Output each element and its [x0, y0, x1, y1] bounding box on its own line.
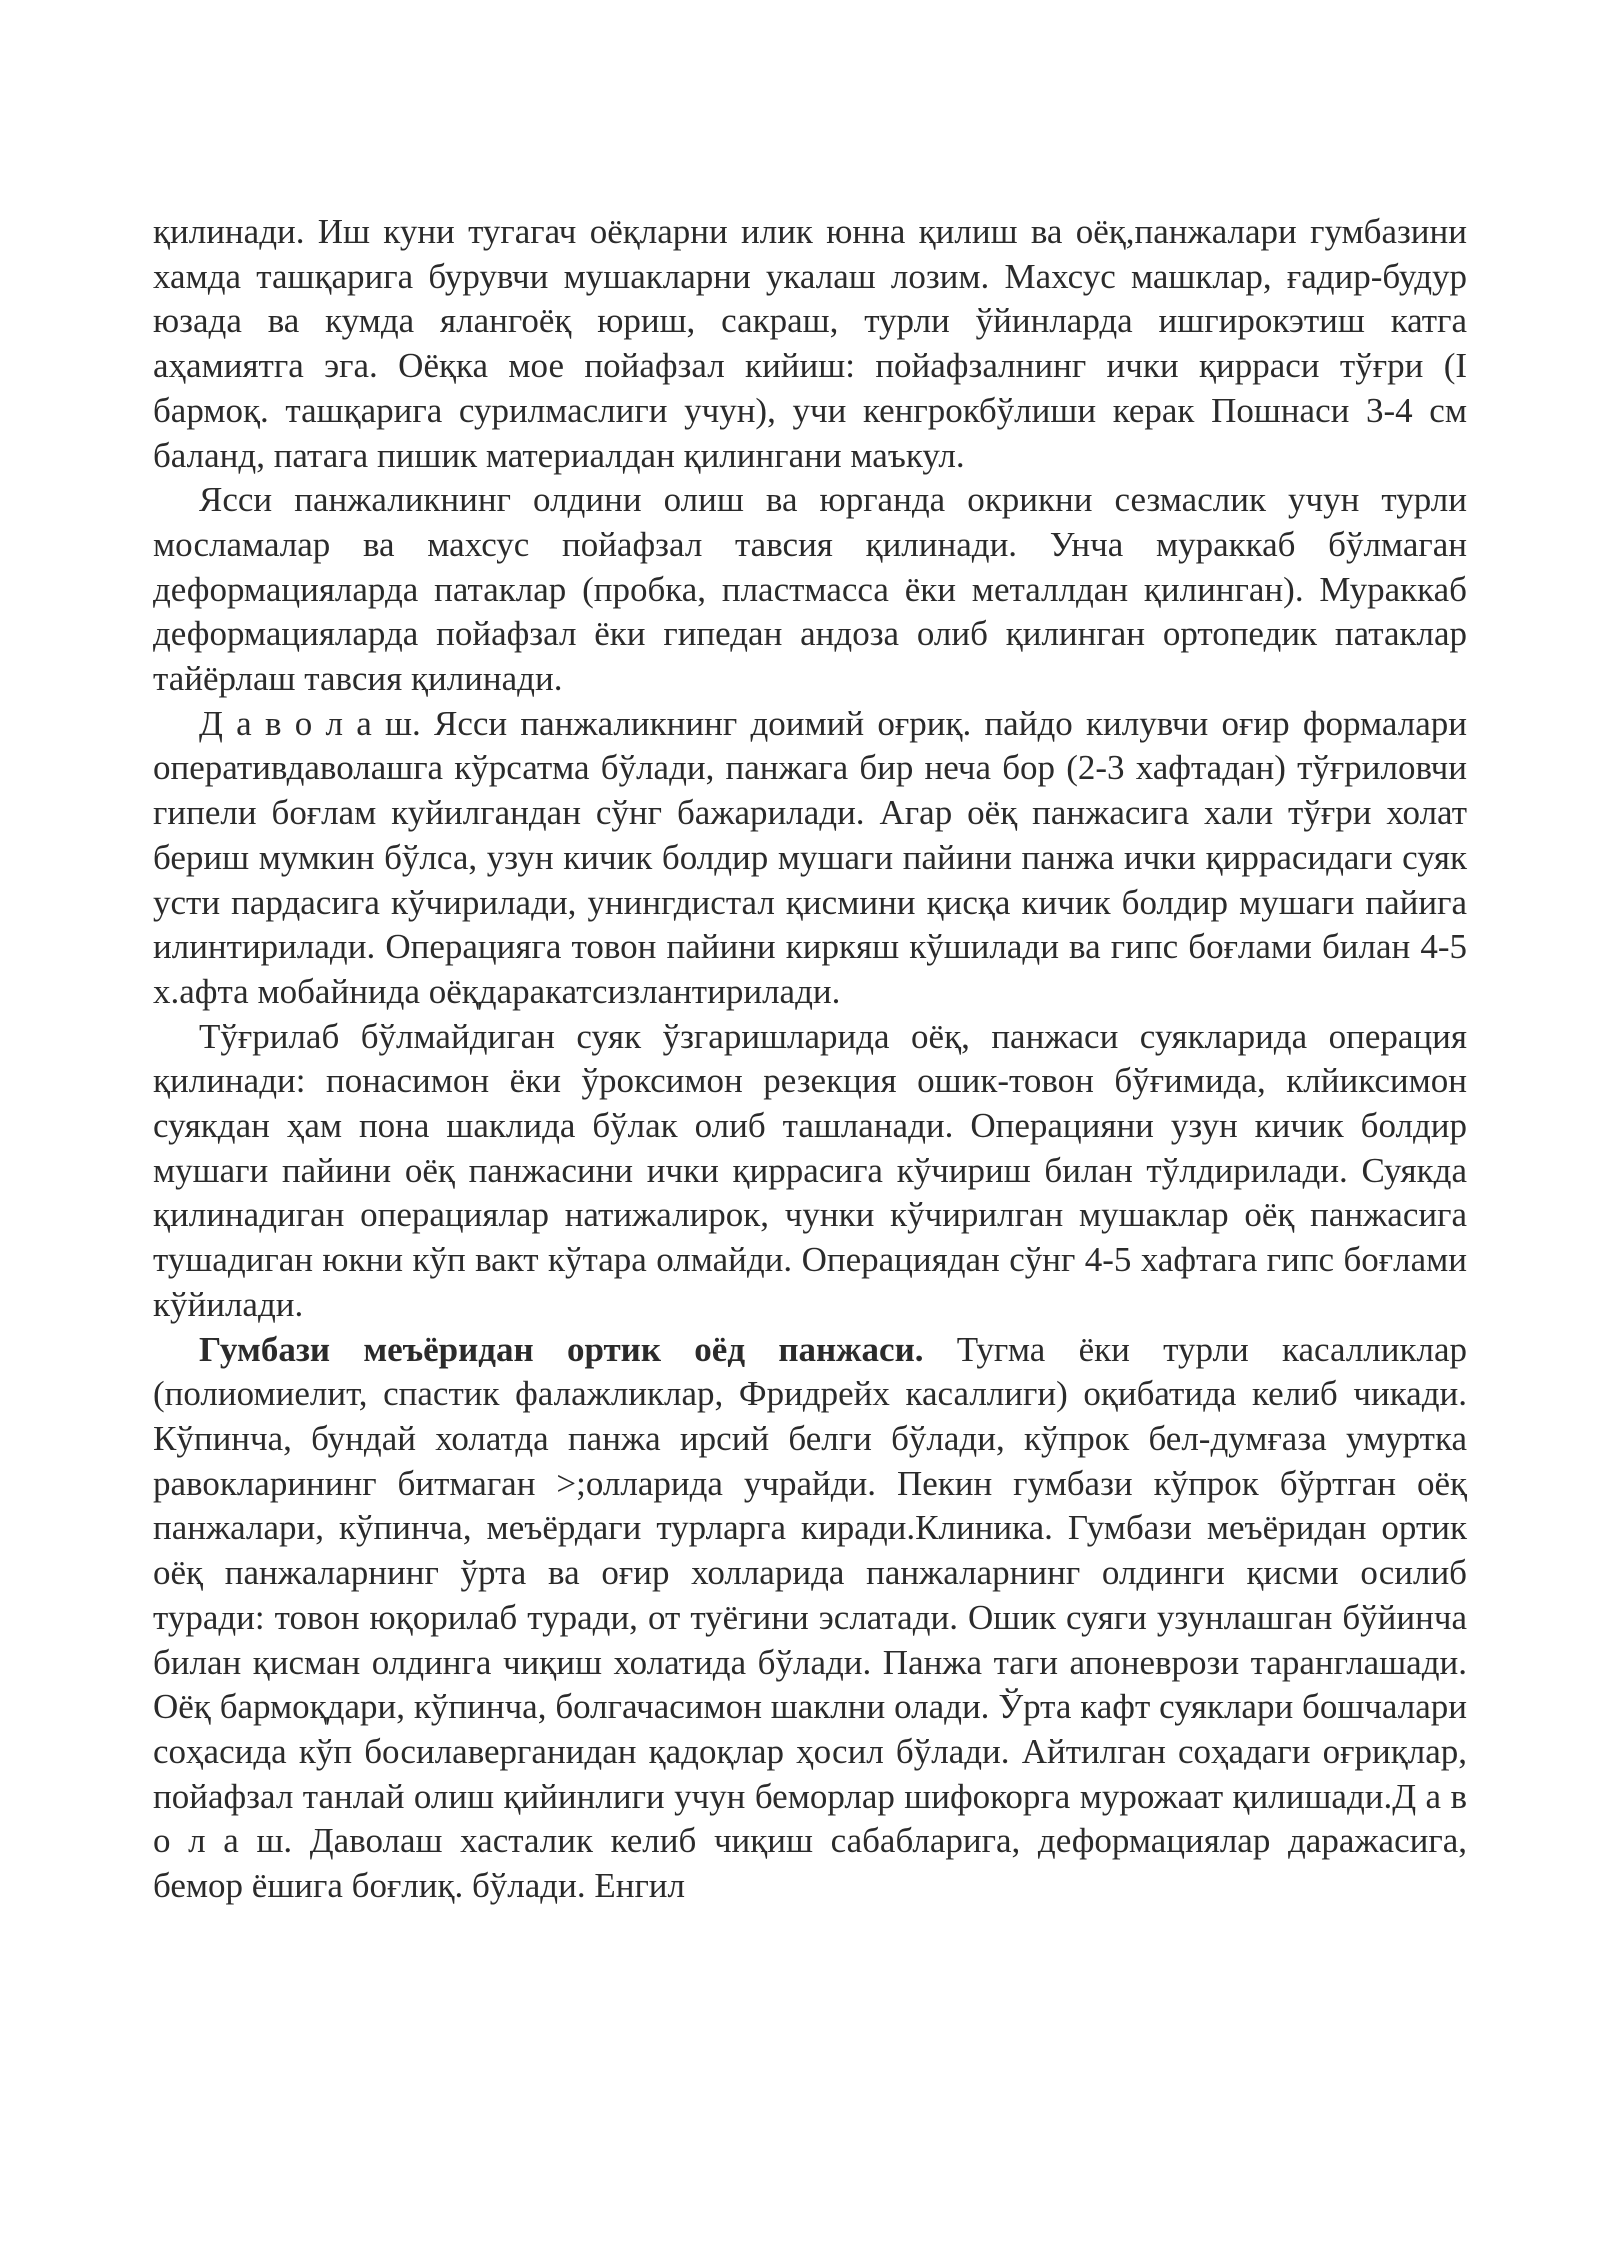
paragraph-4-text: Тўғрилаб бўлмайдиган суяк ўзгаришларида оёқ, панжаси суякларида операция қилинади: понасимон ёки ўроксимон резекция ошик-товон бўғимида, клйиксимон суякдан ҳам пона шаклида бўлак олиб ташланади. Операцияни узун кичик болдир мушаги пайини оёқ панжасини ички қиррасига кўчириш билан тўлдирилади. Суякда қилинадиган операциялар натижалирок, чунки кўчирилган мушаклар оёқ панжасига тушадиган юкни кўп вакт кўтара олмайди. Операциядан сўнг 4-5 хафтага гипс боғлами кўйилади. [153, 1016, 1467, 1324]
paragraph-3-text: Ясси панжаликнинг доимий оғриқ. пайдо килувчи оғир формалари оперативдаволашга кўрсатма бўлади, панжага бир неча бор (2-3 хафтадан) тўғриловчи гипели боғлам куйилгандан сўнг бажарилади. Агар оёқ панжасига хали тўғри холат бериш мумкин бўлса, узун кичик болдир мушаги пайини панжа ички қиррасидаги суяк усти пардасига кўчирилади, унингдистал қисмини қисқа кичик болдир мушаги пайига илинтирилади. Операцияга товон пайини киркяш кўшилади ва гипс боғлами билан 4-5 х.афта мобайнида оёқдаракатсизлантирилади. [153, 703, 1467, 1011]
treatment-heading: Д а в о л а ш. [199, 703, 421, 743]
paragraph-2-text: Ясси панжаликнинг олдини олиш ва юрганда окрикни сезмаслик учун турли мосламалар ва махсус пойафзал тавсия қилинади. Унча мураккаб бўлмаган деформацияларда патаклар (пробка, пластмасса ёки металлдан қилинган). Мураккаб деформацияларда пойафзал ёки гипедан андоза олиб қилинган ортопедик патаклар тайёрлаш тавсия қилинади. [153, 480, 1467, 699]
paragraph-5-text: Тугма ёки турли касалликлар (полиомиелит, спастик фалажликлар, Фридрейх касаллиги) оқибатида келиб чикади. Кўпинча, бундай холатда панжа ирсий белги бўлади, кўпрок бел-думғаза умуртка равокларининг битмаган >;олларида учрайди. Пекин гумбази кўпрок бўртган оёқ панжалари, кўпинча, меъёрдаги турларга киради.Клиника. Гумбази меъёридан ортик оёқ панжаларнинг ўрта ва оғир холларида панжаларнинг олдинги қисми осилиб туради: товон юқорилаб туради, от туёгини эслатади. Ошик суяги узунлашган бўйинча билан қисман олдинга чиқиш холатида бўлади. Панжа таги апоневрози таранглашади. Оёқ бармоқдари, кўпинча, болгачасимон шаклни олади. Ўрта кафт суяклари бошчалари соҳасида кўп босилаверганидан қадоқлар ҳосил бўлади. Айтилган соҳадаги оғриқлар, пойафзал танлай олиш қийинлиги учун беморлар шифокорга мурожаат қилишади.Д а в о л а ш. Даволаш хасталик келиб чиқиш сабабларига, деформациялар даражасига, бемор ёшига боғлиқ. бўлади. Енгил [153, 1329, 1467, 1906]
paragraph-1-text: қилинади. Иш куни тугагач оёқларни илик юнна қилиш ва оёқ,панжалари гумбазини хамда ташқарига бурувчи мушакларни укалаш лозим. Махсус машклар, ғадир-будур юзада ва кумда ялангоёқ юриш, сакраш, турли ўйинларда ишгирокэтиш катга аҳамиятга эга. Оёқка мое пойафзал кийиш: пойафзалнинг ички қирраси тўғри (I бармоқ. ташқарига сурилмаслиги учун), учи кенгрокбўлиши керак Пошнаси 3-4 см баланд, патага пишик материалдан қилингани маъкул. [153, 212, 1467, 475]
paragraph-5-high-arch [153, 1328, 1467, 1909]
paragraph-2 [153, 478, 1467, 702]
paragraph-3-treatment [153, 702, 1467, 1015]
section-heading-bold: Гумбази меъёридан ортик оёд панжаси. [199, 1329, 924, 1369]
paragraph-4 [153, 1015, 1467, 1328]
body-text [153, 210, 1467, 1909]
paragraph-1 [153, 210, 1467, 478]
